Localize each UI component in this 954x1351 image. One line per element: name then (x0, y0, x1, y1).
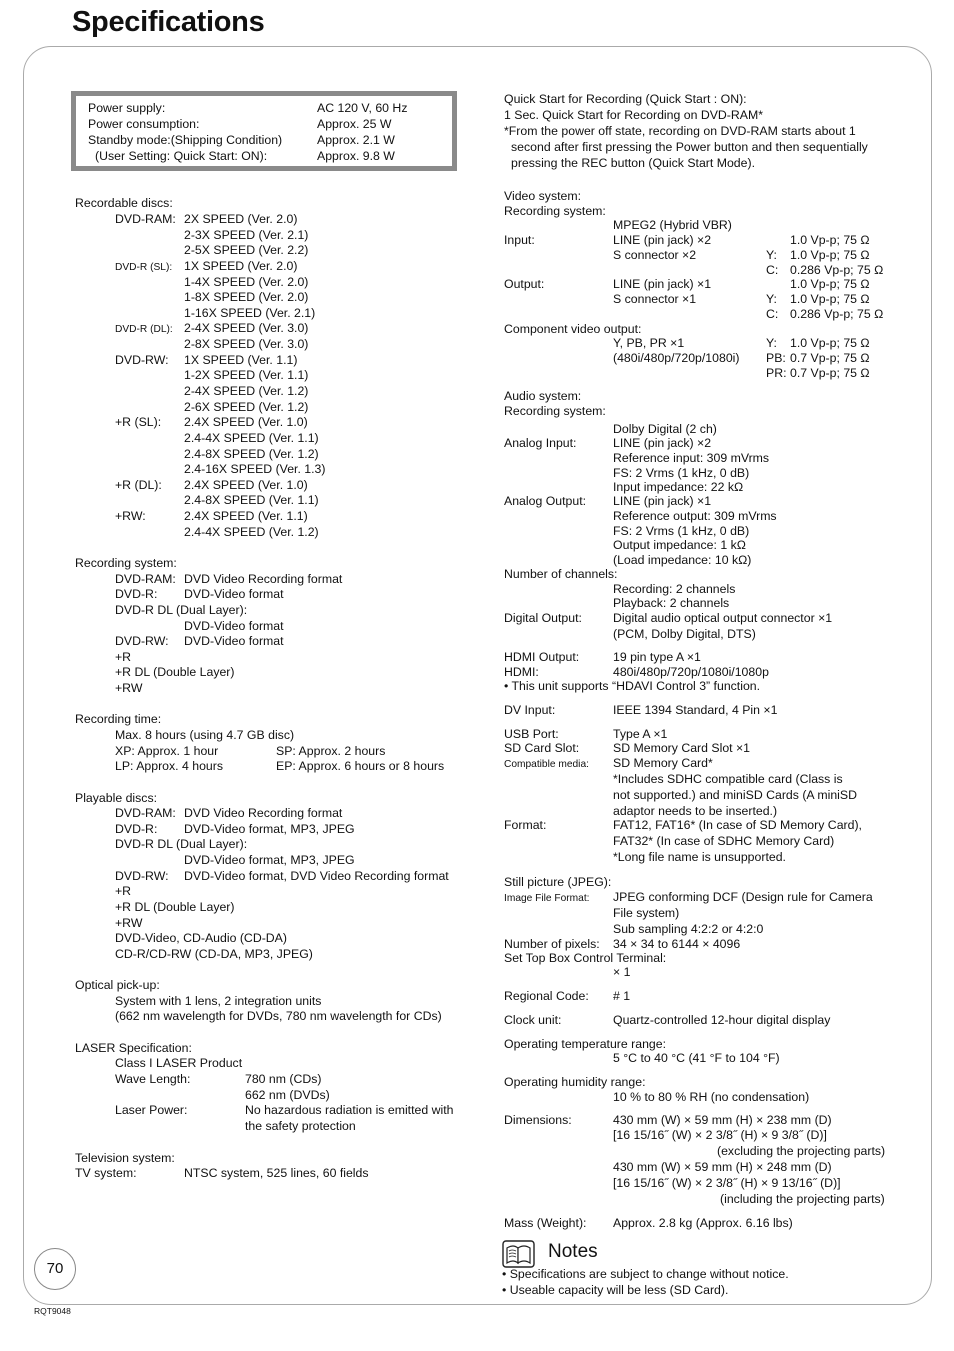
spec-line: +R (SL): (115, 415, 162, 429)
spec-line: 1 Sec. Quick Start for Recording on DVD-RAM* (504, 108, 764, 122)
spec-line: Power consumption: (88, 117, 200, 131)
spec-line: 2-6X SPEED (Ver. 1.2) (184, 400, 309, 414)
spec-line: Compatible media: (504, 759, 589, 770)
page-number: 70 (34, 1248, 76, 1290)
spec-line: 662 nm (DVDs) (245, 1088, 330, 1102)
spec-line: Still picture (JPEG): (504, 875, 612, 889)
spec-line: Clock unit: (504, 1013, 562, 1027)
spec-line: Approx. 2.1 W (317, 133, 395, 147)
spec-line: 1.0 Vp-p; 75 Ω (790, 248, 870, 262)
spec-line: 1-16X SPEED (Ver. 2.1) (184, 306, 316, 320)
spec-line: LINE (pin jack) ×1 (613, 277, 712, 291)
spec-line: CD-R/CD-RW (CD-DA, MP3, JPEG) (115, 947, 313, 961)
spec-line: 1-8X SPEED (Ver. 2.0) (184, 290, 309, 304)
spec-line: Analog Input: (504, 436, 577, 450)
spec-line: Dimensions: (504, 1113, 572, 1127)
spec-line: 430 mm (W) × 59 mm (H) × 248 mm (D) (613, 1160, 832, 1174)
spec-line: Y: (766, 292, 777, 306)
spec-line: DVD-Video format, MP3, JPEG (184, 853, 355, 867)
spec-line: 5 °C to 40 °C (41 °F to 104 °F) (613, 1051, 780, 1065)
spec-line: TV system: (75, 1166, 137, 1180)
spec-line: DV Input: (504, 703, 556, 717)
spec-line: S connector ×1 (613, 292, 697, 306)
spec-line: 2X SPEED (Ver. 2.0) (184, 212, 298, 226)
spec-line: LINE (pin jack) ×2 (613, 436, 712, 450)
spec-line: FS: 2 Vrms (1 kHz, 0 dB) (613, 466, 750, 480)
spec-line: No hazardous radiation is emitted with (245, 1103, 454, 1117)
spec-line: • Specifications are subject to change without notice. (502, 1267, 789, 1281)
spec-line: Recording system: (504, 204, 606, 218)
spec-line: *From the power off state, recording on DVD-RAM starts about 1 (504, 124, 856, 138)
spec-line: (662 nm wavelength for DVDs, 780 nm wavelength for CDs) (115, 1009, 442, 1023)
spec-line: 480i/480p/720p/1080i/1080p (613, 665, 769, 679)
spec-line: Number of channels: (504, 567, 618, 581)
spec-line: Playback: 2 channels (613, 596, 730, 610)
spec-line: (480i/480p/720p/1080i) (613, 351, 740, 365)
spec-line: Y, PB, PR ×1 (613, 336, 685, 350)
spec-line: • Useable capacity will be less (SD Card). (502, 1283, 729, 1297)
spec-line: DVD-RW: (115, 869, 169, 883)
spec-line: 10 % to 80 % RH (no condensation) (613, 1090, 810, 1104)
spec-line: System with 1 lens, 2 integration units (115, 994, 322, 1008)
spec-line: +R DL (Double Layer) (115, 900, 235, 914)
spec-line: +RW (115, 916, 143, 930)
spec-line: Component video output: (504, 322, 642, 336)
spec-line: Video system: (504, 189, 582, 203)
spec-line: 19 pin type A ×1 (613, 650, 701, 664)
spec-line: LP: Approx. 4 hours (115, 759, 224, 773)
spec-line: +R DL (Double Layer) (115, 665, 235, 679)
spec-line: Power supply: (88, 101, 166, 115)
spec-line: Approx. 9.8 W (317, 149, 395, 163)
spec-line: Mass (Weight): (504, 1216, 587, 1230)
spec-line: Analog Output: (504, 494, 587, 508)
spec-line: 2.4-8X SPEED (Ver. 1.1) (184, 493, 319, 507)
spec-line: S connector ×2 (613, 248, 697, 262)
spec-line: Quartz-controlled 12-hour digital display (613, 1013, 831, 1027)
spec-line: FS: 2 Vrms (1 kHz, 0 dB) (613, 524, 750, 538)
spec-line: Recording system: (504, 404, 606, 418)
spec-line: MPEG2 (Hybrid VBR) (613, 218, 732, 232)
spec-line: (PCM, Dolby Digital, DTS) (613, 627, 756, 641)
spec-line: LINE (pin jack) ×2 (613, 233, 712, 247)
spec-line: # 1 (613, 989, 631, 1003)
spec-line: Number of pixels: (504, 937, 600, 951)
spec-line: Television system: (75, 1151, 175, 1165)
spec-line: Approx. 2.8 kg (Approx. 6.16 lbs) (613, 1216, 793, 1230)
spec-line: *Long file name is unsupported. (613, 850, 786, 864)
spec-line: C: (766, 307, 779, 321)
spec-line: DVD-RAM: (115, 212, 176, 226)
spec-line: Playable discs: (75, 791, 158, 805)
spec-line: 1.0 Vp-p; 75 Ω (790, 336, 870, 350)
spec-line: Y: (766, 336, 777, 350)
spec-line: 2.4-8X SPEED (Ver. 1.2) (184, 447, 319, 461)
spec-line: EP: Approx. 6 hours or 8 hours (276, 759, 445, 773)
spec-line: 430 mm (W) × 59 mm (H) × 238 mm (D) (613, 1113, 832, 1127)
spec-line: HDMI: (504, 665, 539, 679)
spec-line: SD Card Slot: (504, 741, 580, 755)
spec-line: C: (766, 263, 779, 277)
spec-line: LASER Specification: (75, 1041, 192, 1055)
spec-line: 1X SPEED (Ver. 2.0) (184, 259, 298, 273)
spec-line: (excluding the projecting parts) (717, 1144, 886, 1158)
spec-line: DVD-RW: (115, 634, 169, 648)
spec-line: 2-3X SPEED (Ver. 2.1) (184, 228, 309, 242)
spec-line: SD Memory Card Slot ×1 (613, 741, 751, 755)
spec-line: Set Top Box Control Terminal: (504, 951, 667, 965)
spec-line: 34 × 34 to 6144 × 4096 (613, 937, 741, 951)
spec-line: +RW: (115, 509, 146, 523)
spec-line: [16 15/16˝ (W) × 2 3/8˝ (H) × 9 13/16˝ (D)] (613, 1176, 841, 1190)
spec-line: DVD Video Recording format (184, 572, 343, 586)
spec-line: 2-4X SPEED (Ver. 1.2) (184, 384, 309, 398)
spec-line: 2-8X SPEED (Ver. 3.0) (184, 337, 309, 351)
spec-line: Standby mode:(Shipping Condition) (88, 133, 283, 147)
spec-line: Format: (504, 818, 547, 832)
spec-line: IEEE 1394 Standard, 4 Pin ×1 (613, 703, 778, 717)
spec-line: Image File Format: (504, 893, 590, 904)
spec-line: 0.286 Vp-p; 75 Ω (790, 307, 884, 321)
spec-line: Output: (504, 277, 545, 291)
spec-line: DVD-R DL (Dual Layer): (115, 837, 248, 851)
spec-line: 1.0 Vp-p; 75 Ω (790, 292, 870, 306)
spec-line: not supported.) and miniSD Cards (A miniSD (613, 788, 857, 802)
spec-line: Recording system: (75, 556, 177, 570)
spec-line: Sub sampling 4:2:2 or 4:2:0 (613, 922, 764, 936)
spec-line: Y: (766, 248, 777, 262)
spec-line: SP: Approx. 2 hours (276, 744, 386, 758)
spec-line: Dolby Digital (2 ch) (613, 422, 717, 436)
spec-line: Quick Start for Recording (Quick Start : ON): (504, 92, 747, 106)
spec-line: × 1 (613, 965, 631, 979)
notes-title: Notes (548, 1241, 598, 1262)
notes-book-icon (502, 1238, 536, 1270)
spec-line: 1.0 Vp-p; 75 Ω (790, 233, 870, 247)
spec-line: (including the projecting parts) (720, 1192, 885, 1206)
spec-line: Recordable discs: (75, 196, 173, 210)
spec-line: FAT32* (In case of SDHC Memory Card) (613, 834, 835, 848)
spec-line: 1.0 Vp-p; 75 Ω (790, 277, 870, 291)
spec-line: 2-5X SPEED (Ver. 2.2) (184, 243, 309, 257)
spec-line: Audio system: (504, 389, 582, 403)
spec-line: 2.4-4X SPEED (Ver. 1.1) (184, 431, 319, 445)
spec-line: (Load impedance: 10 kΩ) (613, 553, 752, 567)
spec-line: • This unit supports “HDAVI Control 3” function. (504, 679, 761, 693)
page-title: Specifications (72, 6, 265, 38)
spec-line: 1X SPEED (Ver. 1.1) (184, 353, 298, 367)
spec-line: Reference output: 309 mVrms (613, 509, 777, 523)
spec-line: 2.4X SPEED (Ver. 1.0) (184, 415, 308, 429)
spec-line: 2.4X SPEED (Ver. 1.1) (184, 509, 308, 523)
spec-line: Approx. 25 W (317, 117, 392, 131)
spec-line: DVD-Video, CD-Audio (CD-DA) (115, 931, 287, 945)
spec-line: SD Memory Card* (613, 756, 713, 770)
spec-line: Class I LASER Product (115, 1056, 243, 1070)
spec-line: 1-2X SPEED (Ver. 1.1) (184, 368, 309, 382)
spec-line: DVD-R DL (Dual Layer): (115, 603, 248, 617)
spec-line: Operating temperature range: (504, 1037, 667, 1051)
spec-line: Recording time: (75, 712, 162, 726)
spec-line: adaptor needs to be inserted.) (613, 804, 778, 818)
spec-line: +R (DL): (115, 478, 162, 492)
spec-line: Reference input: 309 mVrms (613, 451, 770, 465)
spec-line: +R (115, 650, 132, 664)
spec-line: LINE (pin jack) ×1 (613, 494, 712, 508)
spec-line: DVD-Video format, MP3, JPEG (184, 822, 355, 836)
spec-line: Output impedance: 1 kΩ (613, 538, 746, 552)
spec-line: 1-4X SPEED (Ver. 2.0) (184, 275, 309, 289)
spec-line: DVD-Video format (184, 587, 284, 601)
spec-line: DVD Video Recording format (184, 806, 343, 820)
spec-line: File system) (613, 906, 680, 920)
spec-line: DVD-RAM: (115, 572, 176, 586)
spec-line: JPEG conforming DCF (Design rule for Camera (613, 890, 873, 904)
spec-line: Optical pick-up: (75, 978, 160, 992)
spec-line: DVD-Video format (184, 619, 284, 633)
spec-line: second after first pressing the Power button and then sequentially (511, 140, 868, 154)
spec-line: *Includes SDHC compatible card (Class is (613, 772, 843, 786)
spec-line: NTSC system, 525 lines, 60 fields (184, 1166, 369, 1180)
document-code: RQT9048 (34, 1306, 71, 1316)
spec-line: PR: (766, 366, 787, 380)
spec-line: DVD-R (SL): (115, 262, 173, 273)
spec-line: Input impedance: 22 kΩ (613, 480, 744, 494)
spec-line: 0.7 Vp-p; 75 Ω (790, 366, 870, 380)
spec-line: 2.4X SPEED (Ver. 1.0) (184, 478, 308, 492)
spec-line: the safety protection (245, 1119, 356, 1133)
spec-line: Recording: 2 channels (613, 582, 736, 596)
spec-line: pressing the REC button (Quick Start Mode). (511, 156, 755, 170)
spec-line: Digital audio optical output connector ×1 (613, 611, 833, 625)
spec-line: Wave Length: (115, 1072, 191, 1086)
spec-line: DVD-R (DL): (115, 324, 173, 335)
spec-line: Digital Output: (504, 611, 582, 625)
spec-line: USB Port: (504, 727, 559, 741)
spec-line: 780 nm (CDs) (245, 1072, 322, 1086)
spec-line: DVD-Video format, DVD Video Recording format (184, 869, 449, 883)
spec-line: +R (115, 884, 132, 898)
spec-line: PB: (766, 351, 786, 365)
spec-line: DVD-RAM: (115, 806, 176, 820)
spec-line: Type A ×1 (613, 727, 668, 741)
spec-line: Max. 8 hours (using 4.7 GB disc) (115, 728, 295, 742)
spec-line: 2.4-4X SPEED (Ver. 1.2) (184, 525, 319, 539)
spec-line: Operating humidity range: (504, 1075, 646, 1089)
spec-line: HDMI Output: (504, 650, 580, 664)
spec-line: DVD-R: (115, 822, 158, 836)
spec-line: DVD-R: (115, 587, 158, 601)
spec-line: +RW (115, 681, 143, 695)
spec-line: DVD-RW: (115, 353, 169, 367)
spec-line: Regional Code: (504, 989, 589, 1003)
spec-line: AC 120 V, 60 Hz (317, 101, 408, 115)
spec-line: Input: (504, 233, 535, 247)
spec-line: 2-4X SPEED (Ver. 3.0) (184, 321, 309, 335)
spec-line: 0.286 Vp-p; 75 Ω (790, 263, 884, 277)
spec-line: 0.7 Vp-p; 75 Ω (790, 351, 870, 365)
spec-line: FAT12, FAT16* (In case of SD Memory Card), (613, 818, 862, 832)
spec-line: DVD-Video format (184, 634, 284, 648)
spec-line: [16 15/16˝ (W) × 2 3/8˝ (H) × 9 3/8˝ (D)] (613, 1128, 827, 1142)
spec-line: Laser Power: (115, 1103, 188, 1117)
spec-line: 2.4-16X SPEED (Ver. 1.3) (184, 462, 326, 476)
spec-line: XP: Approx. 1 hour (115, 744, 219, 758)
spec-line: (User Setting: Quick Start: ON): (95, 149, 268, 163)
